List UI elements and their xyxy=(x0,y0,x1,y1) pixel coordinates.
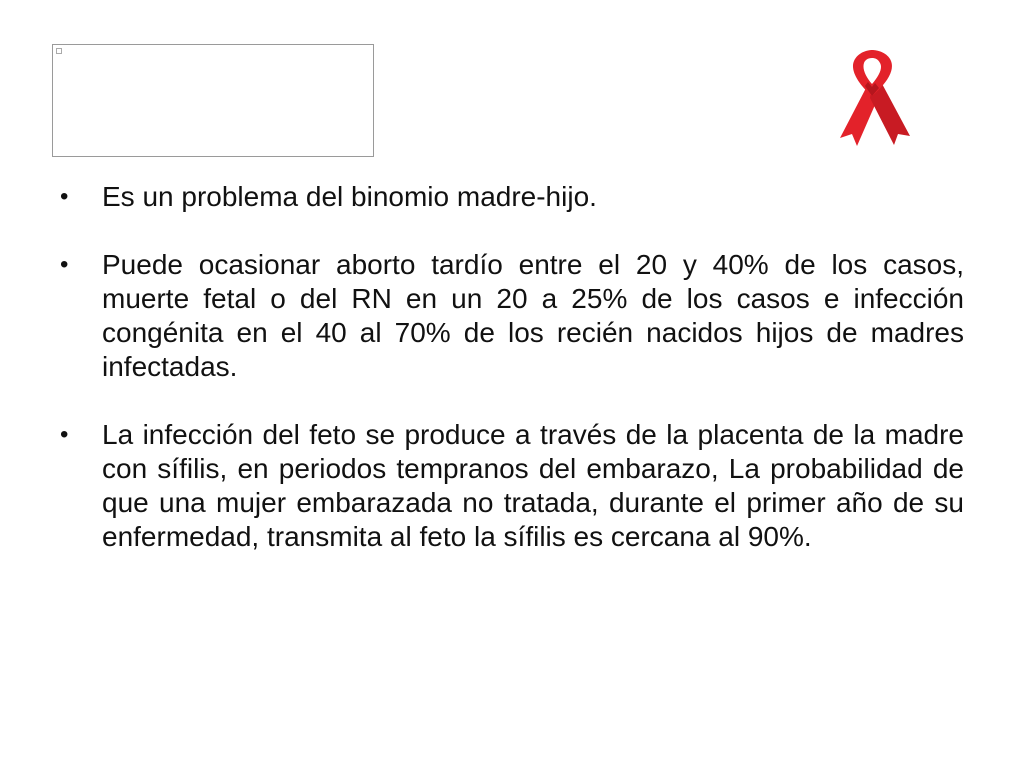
awareness-ribbon-icon xyxy=(832,50,912,146)
bullet-marker: • xyxy=(60,183,69,210)
broken-image-icon xyxy=(56,48,62,54)
bullet-item xyxy=(60,248,964,384)
bullet-text: Puede ocasionar aborto tardío entre el 20 y 40% de los casos, muerte fetal o del RN en un 20 a 25% de los casos e infección congénita en el 40 al 70% de los recién nacidos hijos de madres infectadas. xyxy=(102,249,964,382)
bullet-item xyxy=(60,180,964,214)
bullet-text: Es un problema del binomio madre-hijo. xyxy=(102,181,597,212)
bullet-marker: • xyxy=(60,251,69,278)
bullet-text: La infección del feto se produce a través de la placenta de la madre con sífilis, en periodos tempranos del embarazo, La probabilidad de que una mujer embarazada no tratada, durante el primer año de su enfermedad, transmita al feto la sífilis es cercana al 90%. xyxy=(102,419,964,552)
bullet-list xyxy=(60,180,964,554)
broken-image-placeholder xyxy=(52,44,374,157)
bullet-item xyxy=(60,418,964,554)
bullet-marker: • xyxy=(60,421,69,448)
